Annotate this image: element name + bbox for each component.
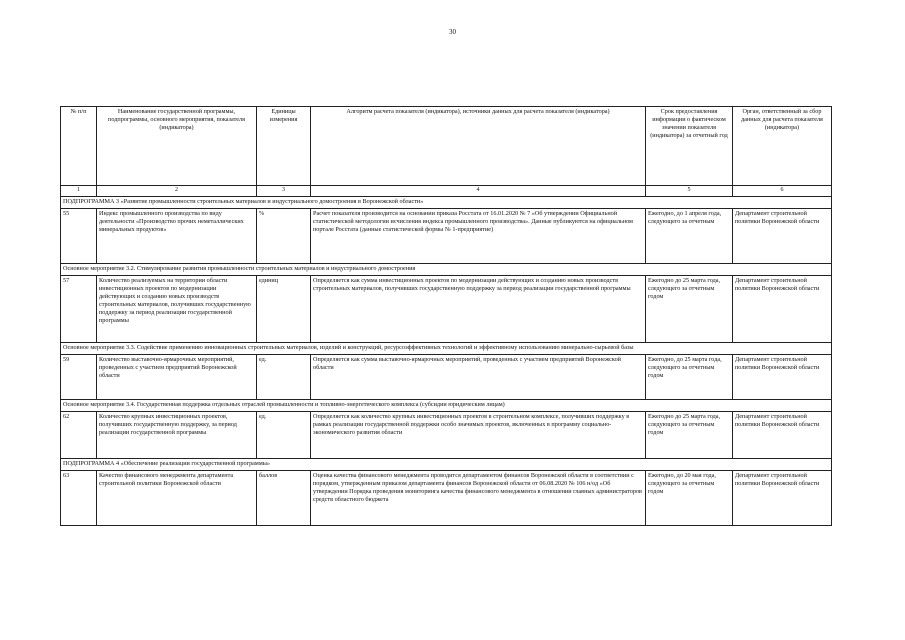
- row-deadline: Ежегодно до 25 марта года, следующего за отчетным годом: [646, 275, 733, 342]
- column-number: 6: [733, 186, 832, 197]
- column-number: 1: [61, 186, 97, 197]
- row-unit: единиц: [257, 275, 311, 342]
- row-agency: Департамент строительной политики Воронежской области: [733, 470, 832, 525]
- section-row-subprogram-4: [61, 458, 832, 470]
- row-num: 63: [61, 470, 97, 525]
- row-algorithm: Оценка качества финансового менеджмента проводится департаментом финансов Воронежской области в соответствии с порядком, утвержденным приказом департамента финансов Воронежской области от 06.08.2020 № 106 н/од «Об утверждении Порядка проведения мониторинга качества финансового менеджмента в отношении главных администраторов средств областного бюджета: [311, 470, 646, 525]
- row-name: Количество крупных инвестиционных проектов, получивших государственную поддержку, за период реализации государственной программы: [97, 411, 257, 458]
- row-unit: %: [257, 208, 311, 263]
- row-deadline: Ежегодно, до 20 мая года, следующего за отчетным годом: [646, 470, 733, 525]
- column-number: 3: [257, 186, 311, 197]
- row-unit: ед.: [257, 411, 311, 458]
- section-title: Основное мероприятие 3.2. Стимулирование развития промышленности строительных материалов и индустриального домостроения: [61, 263, 832, 275]
- header-unit: Единицы измерения: [257, 107, 311, 186]
- row-algorithm: Определяется как сумма выставочно-ярмарочных мероприятий, проведенных с участием предприятий Воронежской области: [311, 354, 646, 399]
- row-algorithm: Расчет показателя производится на основании приказа Росстата от 16.01.2020 № 7 «Об утверждении Официальной статистической методологии исчисления индекса промышленного производства». Данные публикуются на официальном портале Росстата (данные статистической формы № 1-предприятие): [311, 208, 646, 263]
- header-agency: Орган, ответственный за сбор данных для расчета показателя (индикатора): [733, 107, 832, 186]
- header-num: № п/п: [61, 107, 97, 186]
- column-number-row: [61, 186, 832, 197]
- indicators-table: [60, 106, 832, 526]
- table-row: [61, 411, 832, 458]
- table-row: [61, 354, 832, 399]
- row-unit: ед.: [257, 354, 311, 399]
- header-name: Наименование государственной программы, подпрограммы, основного мероприятия, показателя (индикатора): [97, 107, 257, 186]
- page-number: 30: [449, 28, 456, 36]
- row-name: Количество выставочно-ярмарочных мероприятий, проведенных с участием предприятий Воронежской области: [97, 354, 257, 399]
- section-title: ПОДПРОГРАММА 4 «Обеспечение реализации государственной программы»: [61, 458, 832, 470]
- row-agency: Департамент строительной политики Воронежской области: [733, 275, 832, 342]
- row-deadline: Ежегодно, до 25 марта года, следующего за отчетным годом: [646, 354, 733, 399]
- section-row-measure-3-3: [61, 342, 832, 354]
- column-number: 4: [311, 186, 646, 197]
- row-deadline: Ежегодно, до 1 апреля года, следующего за отчетным: [646, 208, 733, 263]
- table-row: [61, 208, 832, 263]
- row-num: 57: [61, 275, 97, 342]
- row-name: Количество реализуемых на территории области инвестиционных проектов по модернизации действующих и созданию новых производств строительных материалов, получивших государственную поддержку за период реализации государственной программы: [97, 275, 257, 342]
- section-title: Основное мероприятие 3.3. Содействие применению инновационных строительных материалов, изделий и конструкций, ресурсоэффективных технологий и эффективному использованию минерально-сырьевой базы: [61, 342, 832, 354]
- row-algorithm: Определяется как количество крупных инвестиционных проектов в строительном комплексе, получивших поддержку в рамках реализации государственной поддержки особо значимых проектов, включенных в программу социально-экономического развития области: [311, 411, 646, 458]
- row-name: Качество финансового менеджмента департамента строительной политики Воронежской области: [97, 470, 257, 525]
- section-row-subprogram-3: [61, 196, 832, 208]
- section-title: Основное мероприятие 3.4. Государственная поддержка отдельных отраслей промышленности и топливно-энергетического комплекса (субсидии юридическим лицам): [61, 399, 832, 411]
- row-agency: Департамент строительной политики Воронежской области: [733, 208, 832, 263]
- row-num: 62: [61, 411, 97, 458]
- section-row-measure-3-4: [61, 399, 832, 411]
- header-deadline: Срок предоставления информации о фактическом значении показателя (индикатора) за отчетный год: [646, 107, 733, 186]
- header-algorithm: Алгоритм расчета показателя (индикатора), источники данных для расчета показателя (индикатора): [311, 107, 646, 186]
- row-num: 55: [61, 208, 97, 263]
- column-number: 5: [646, 186, 733, 197]
- table-header-row: [61, 107, 832, 186]
- row-deadline: Ежегодно до 25 марта года, следующего за отчетным годом: [646, 411, 733, 458]
- row-name: Индекс промышленного производства по виду деятельности «Производство прочих неметаллических минеральных продуктов»: [97, 208, 257, 263]
- section-title: ПОДПРОГРАММА 3 «Развитие промышленности строительных материалов и индустриального домостроения в Воронежской области»: [61, 196, 832, 208]
- row-agency: Департамент строительной политики Воронежской области: [733, 354, 832, 399]
- row-agency: Департамент строительной политики Воронежской области: [733, 411, 832, 458]
- table-row: [61, 470, 832, 525]
- row-algorithm: Определяется как сумма инвестиционных проектов по модернизации действующих и созданию новых производств строительных материалов, получивших государственную поддержку за период реализации государственной программы: [311, 275, 646, 342]
- row-unit: баллов: [257, 470, 311, 525]
- row-num: 59: [61, 354, 97, 399]
- section-row-measure-3-2: [61, 263, 832, 275]
- column-number: 2: [97, 186, 257, 197]
- table-row: [61, 275, 832, 342]
